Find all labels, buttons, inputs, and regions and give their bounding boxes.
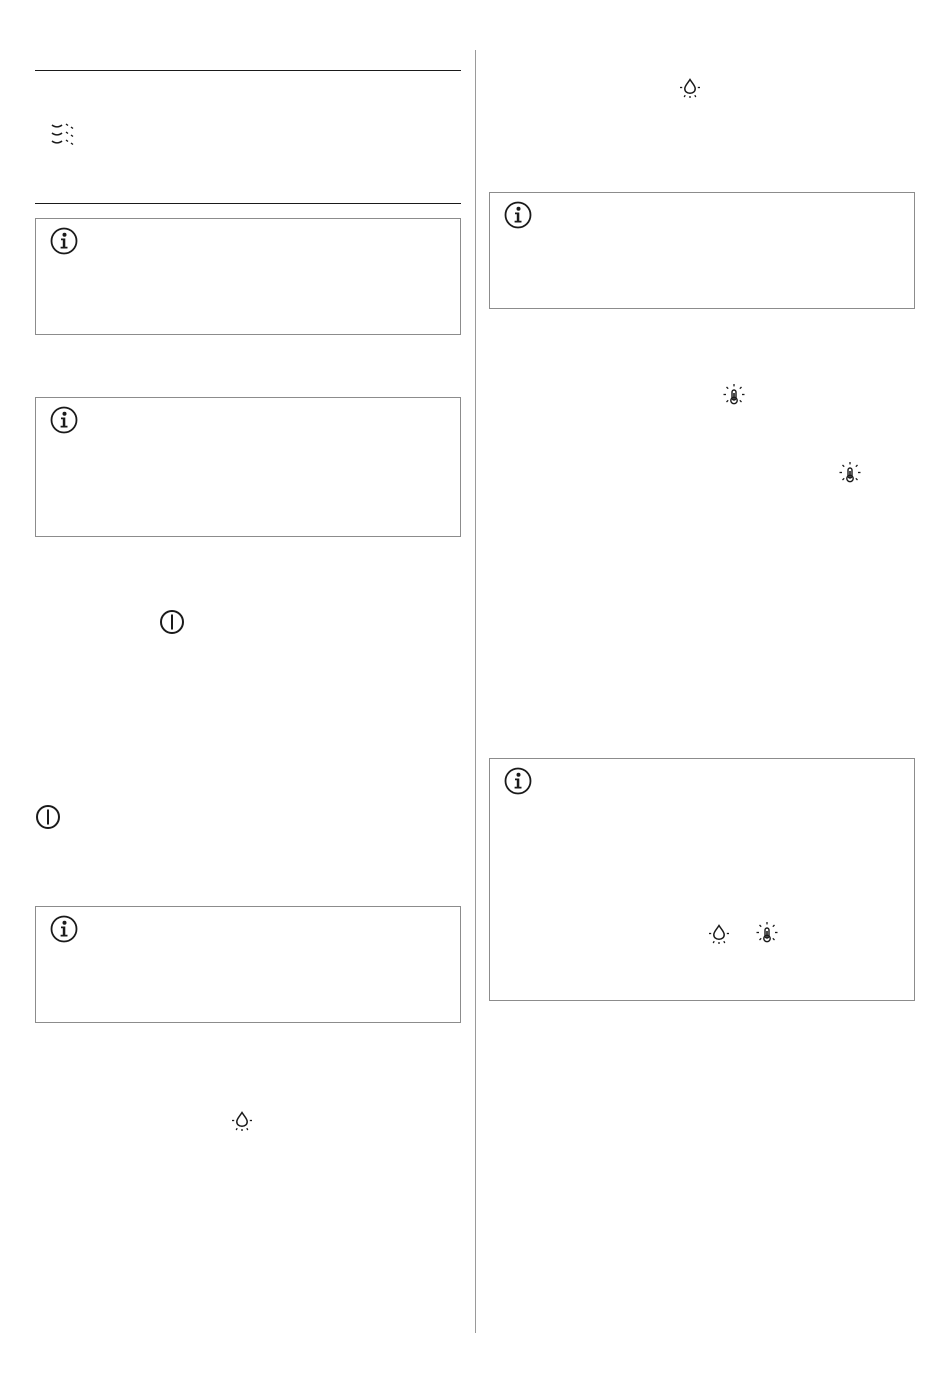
info-icon xyxy=(504,201,532,229)
heat-indicator-icon xyxy=(755,921,779,945)
info-icon xyxy=(50,915,78,943)
note-box-5 xyxy=(489,758,915,1001)
note-box-3 xyxy=(35,906,461,1023)
info-icon xyxy=(50,406,78,434)
power-icon xyxy=(159,609,185,635)
light-bulb-icon xyxy=(230,1108,254,1132)
heat-indicator-icon xyxy=(838,461,862,485)
column-divider xyxy=(475,50,476,1333)
info-icon xyxy=(50,227,78,255)
note-box-1 xyxy=(35,218,461,335)
steam-icon xyxy=(50,121,76,147)
note-box-2 xyxy=(35,397,461,537)
light-bulb-icon xyxy=(678,75,702,99)
section-rule-top xyxy=(35,70,461,71)
note-box-4 xyxy=(489,192,915,309)
power-icon xyxy=(35,804,61,830)
light-bulb-icon xyxy=(707,921,731,945)
heat-indicator-icon xyxy=(722,383,746,407)
section-rule-bottom xyxy=(35,203,461,204)
info-icon xyxy=(504,767,532,795)
